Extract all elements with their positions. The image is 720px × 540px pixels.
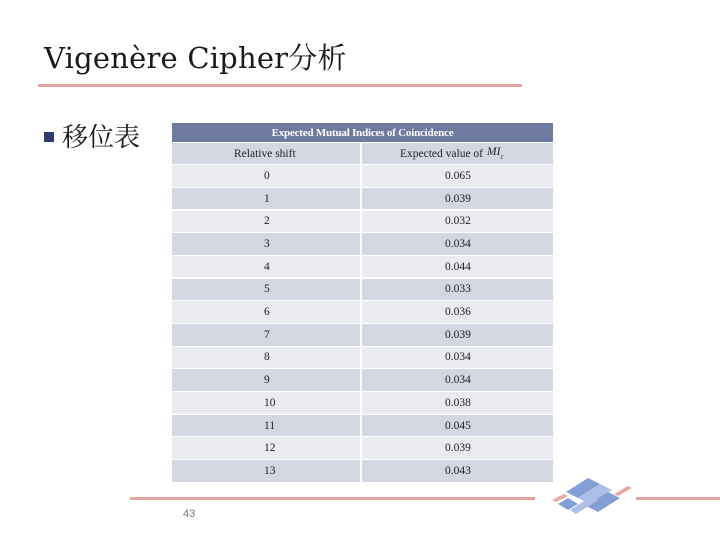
- shift-value: 7: [264, 328, 270, 341]
- table-row: [172, 188, 553, 210]
- expected-value: 0.034: [445, 351, 471, 364]
- shift-value: 11: [264, 419, 276, 432]
- shift-value: 0: [264, 169, 270, 182]
- page-number: 43: [183, 508, 196, 520]
- expected-value: 0.033: [445, 283, 471, 296]
- expected-cell: [362, 460, 553, 482]
- table-row: [172, 392, 553, 414]
- shift-value: 1: [264, 192, 270, 205]
- expected-cell: [362, 188, 553, 210]
- expected-cell: [362, 347, 553, 369]
- shift-value: 3: [264, 238, 270, 250]
- shift-cell: [172, 369, 360, 391]
- shift-cell: [172, 256, 360, 278]
- stylized-s-logo-icon: [548, 470, 638, 526]
- shift-value: 9: [264, 374, 270, 387]
- expected-value: 0.036: [445, 306, 471, 319]
- header-label-shift: Relative shift: [234, 147, 296, 160]
- shift-value: 13: [264, 464, 276, 477]
- table-row: [172, 415, 553, 437]
- table-body: [172, 165, 553, 481]
- bullet-item: [44, 117, 140, 154]
- footer-divider-right: [636, 497, 720, 500]
- expected-value: 0.039: [445, 192, 471, 205]
- shift-cell: [172, 233, 360, 255]
- expected-value: 0.065: [445, 169, 471, 182]
- expected-cell: [362, 256, 553, 278]
- table-row: [172, 324, 553, 346]
- expected-value: 0.039: [445, 328, 471, 341]
- expected-cell: [362, 369, 553, 391]
- expected-cell: [362, 233, 553, 255]
- shift-cell: [172, 437, 360, 459]
- footer-divider-left: [130, 497, 535, 500]
- shift-cell: [172, 460, 360, 482]
- shift-cell: [172, 301, 360, 323]
- shift-cell: [172, 324, 360, 346]
- table-row: [172, 347, 553, 369]
- expected-cell: [362, 324, 553, 346]
- shift-value: 10: [264, 396, 276, 409]
- shift-value: 2: [264, 215, 270, 228]
- header-symbol-mi: [487, 146, 504, 160]
- shift-value: 12: [264, 442, 276, 455]
- expected-cell: [362, 279, 553, 301]
- expected-value: 0.032: [445, 215, 471, 228]
- expected-value: 0.039: [445, 442, 471, 455]
- header-cell-shift: [172, 143, 360, 164]
- expected-value: 0.045: [445, 419, 471, 432]
- table-row: [172, 211, 553, 233]
- expected-cell: [362, 392, 553, 414]
- table-row: [172, 165, 553, 187]
- expected-value: 0.044: [445, 260, 471, 273]
- shift-cell: [172, 165, 360, 187]
- header-label-value: Expected value of: [400, 147, 484, 160]
- expected-value: 0.034: [445, 374, 471, 387]
- expected-cell: [362, 211, 553, 233]
- table-row: [172, 233, 553, 255]
- mi-symbol: MI: [487, 146, 501, 159]
- expected-cell: [362, 415, 553, 437]
- expected-cell: [362, 165, 553, 187]
- shift-value: 5: [264, 283, 270, 296]
- shift-cell: [172, 347, 360, 369]
- mutual-index-table: [172, 123, 553, 482]
- bullet-text: 移位表: [62, 123, 141, 153]
- shift-cell: [172, 415, 360, 437]
- shift-value: 6: [264, 306, 270, 319]
- shift-value: 4: [264, 260, 270, 273]
- shift-cell: [172, 392, 360, 414]
- title-divider: [38, 84, 522, 87]
- table-row: [172, 437, 553, 459]
- mi-subscript: c: [500, 152, 504, 161]
- square-bullet-icon: [44, 132, 54, 142]
- table-row: [172, 460, 553, 482]
- expected-cell: [362, 437, 553, 459]
- header-cell-value: [362, 143, 553, 164]
- table-header-row: [172, 143, 553, 164]
- table-row: [172, 301, 553, 323]
- shift-cell: [172, 188, 360, 210]
- shift-value: 8: [264, 351, 270, 364]
- table-row: [172, 279, 553, 301]
- expected-value: 0.038: [445, 396, 471, 409]
- table-row: [172, 369, 553, 391]
- shift-cell: [172, 211, 360, 233]
- table-caption: Expected Mutual Indices of Coincidence: [172, 123, 553, 142]
- table-row: [172, 256, 553, 278]
- expected-cell: [362, 301, 553, 323]
- slide-title: Vigenère Cipher分析: [44, 41, 347, 75]
- shift-cell: [172, 279, 360, 301]
- expected-value: 0.043: [445, 464, 471, 477]
- expected-value: 0.034: [445, 238, 471, 250]
